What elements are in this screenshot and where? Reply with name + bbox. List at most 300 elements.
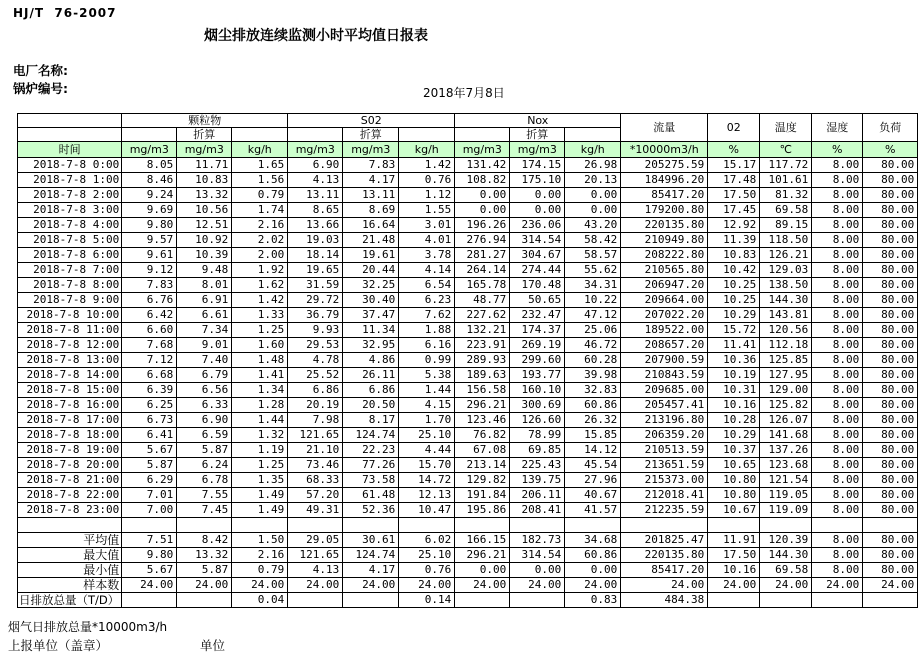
value-cell: 6.25	[122, 398, 177, 413]
value-cell: 205275.59	[621, 158, 708, 173]
summary-value-cell: 484.38	[621, 593, 708, 608]
summary-value-cell: 34.68	[565, 533, 621, 548]
value-cell: 3.78	[399, 248, 455, 263]
summary-row	[18, 563, 918, 578]
value-cell: 16.64	[343, 218, 399, 233]
table-row	[18, 173, 918, 188]
summary-value-cell: 80.00	[863, 533, 918, 548]
value-cell: 1.60	[232, 338, 288, 353]
value-cell: 127.95	[760, 368, 812, 383]
summary-value-cell: 0.76	[399, 563, 455, 578]
empty-cell	[565, 128, 621, 142]
value-cell: 141.68	[760, 428, 812, 443]
value-cell: 126.21	[760, 248, 812, 263]
summary-value-cell: 60.86	[565, 548, 621, 563]
value-cell: 8.00	[812, 293, 863, 308]
group-particulate: 颗粒物	[122, 114, 288, 128]
value-cell: 10.80	[708, 488, 760, 503]
value-cell: 206.11	[510, 488, 565, 503]
value-cell: 14.12	[565, 443, 621, 458]
value-cell: 46.72	[565, 338, 621, 353]
value-cell: 10.25	[708, 293, 760, 308]
value-cell: 8.46	[122, 173, 177, 188]
value-cell: 55.62	[565, 263, 621, 278]
converted-label: 折算	[510, 128, 565, 142]
value-cell: 207900.59	[621, 353, 708, 368]
empty-cell	[399, 128, 455, 142]
summary-value-cell: 7.51	[122, 533, 177, 548]
summary-value-cell: 8.00	[812, 548, 863, 563]
value-cell: 289.93	[455, 353, 510, 368]
time-cell: 2018-7-8 3:00	[18, 203, 122, 218]
value-cell: 10.25	[708, 278, 760, 293]
value-cell: 138.50	[760, 278, 812, 293]
summary-value-cell: 0.83	[565, 593, 621, 608]
value-cell: 9.48	[177, 263, 232, 278]
value-cell: 131.42	[455, 158, 510, 173]
summary-value-cell: 182.73	[510, 533, 565, 548]
summary-label: 日排放总量（T/D）	[18, 593, 122, 608]
value-cell: 6.54	[399, 278, 455, 293]
value-cell: 4.14	[399, 263, 455, 278]
time-cell: 2018-7-8 22:00	[18, 488, 122, 503]
value-cell: 73.58	[343, 473, 399, 488]
value-cell: 300.69	[510, 398, 565, 413]
value-cell: 209664.00	[621, 293, 708, 308]
value-cell: 1.65	[232, 158, 288, 173]
value-cell: 7.45	[177, 503, 232, 518]
report-title: 烟尘排放连续监测小时平均值日报表	[204, 28, 428, 44]
value-cell: 27.96	[565, 473, 621, 488]
value-cell: 26.98	[565, 158, 621, 173]
value-cell: 2.00	[232, 248, 288, 263]
value-cell: 1.42	[399, 158, 455, 173]
value-cell: 6.56	[177, 383, 232, 398]
value-cell: 0.00	[510, 188, 565, 203]
value-cell: 67.08	[455, 443, 510, 458]
value-cell: 8.00	[812, 338, 863, 353]
summary-value-cell: 1.50	[232, 533, 288, 548]
empty-cell	[177, 518, 232, 533]
summary-value-cell: 0.14	[399, 593, 455, 608]
value-cell: 6.60	[122, 323, 177, 338]
value-cell: 276.94	[455, 233, 510, 248]
value-cell: 9.01	[177, 338, 232, 353]
unit-cell: mg/m3	[288, 142, 343, 158]
value-cell: 1.44	[232, 413, 288, 428]
table-row	[18, 488, 918, 503]
value-cell: 207022.20	[621, 308, 708, 323]
value-cell: 189522.00	[621, 323, 708, 338]
value-cell: 2.02	[232, 233, 288, 248]
value-cell: 1.33	[232, 308, 288, 323]
value-cell: 0.79	[232, 188, 288, 203]
value-cell: 123.68	[760, 458, 812, 473]
value-cell: 6.90	[177, 413, 232, 428]
group-so2: S02	[288, 114, 455, 128]
summary-value-cell: 24.00	[455, 578, 510, 593]
value-cell: 4.01	[399, 233, 455, 248]
value-cell: 212235.59	[621, 503, 708, 518]
summary-value-cell: 25.10	[399, 548, 455, 563]
value-cell: 10.22	[565, 293, 621, 308]
summary-value-cell: 0.04	[232, 593, 288, 608]
value-cell: 60.86	[565, 398, 621, 413]
summary-value-cell: 0.00	[565, 563, 621, 578]
value-cell: 193.77	[510, 368, 565, 383]
value-cell: 0.00	[565, 188, 621, 203]
value-cell: 174.37	[510, 323, 565, 338]
value-cell: 76.82	[455, 428, 510, 443]
value-cell: 213196.80	[621, 413, 708, 428]
value-cell: 25.06	[565, 323, 621, 338]
unit-cell: kg/h	[232, 142, 288, 158]
summary-value-cell: 24.00	[760, 578, 812, 593]
time-cell: 2018-7-8 4:00	[18, 218, 122, 233]
time-cell: 2018-7-8 11:00	[18, 323, 122, 338]
empty-cell	[232, 518, 288, 533]
summary-value-cell: 0.79	[232, 563, 288, 578]
value-cell: 10.16	[708, 398, 760, 413]
value-cell: 80.00	[863, 293, 918, 308]
value-cell: 196.26	[455, 218, 510, 233]
value-cell: 1.25	[232, 458, 288, 473]
time-cell: 2018-7-8 20:00	[18, 458, 122, 473]
value-cell: 296.21	[455, 398, 510, 413]
value-cell: 1.41	[232, 368, 288, 383]
empty-cell	[863, 518, 918, 533]
load-header: 负荷	[863, 114, 918, 142]
value-cell: 6.78	[177, 473, 232, 488]
value-cell: 125.85	[760, 353, 812, 368]
summary-value-cell: 24.00	[565, 578, 621, 593]
value-cell: 80.00	[863, 473, 918, 488]
time-cell: 2018-7-8 10:00	[18, 308, 122, 323]
value-cell: 7.83	[122, 278, 177, 293]
summary-value-cell: 8.00	[812, 533, 863, 548]
value-cell: 80.00	[863, 323, 918, 338]
value-cell: 8.00	[812, 428, 863, 443]
value-cell: 8.65	[288, 203, 343, 218]
summary-value-cell: 220135.80	[621, 548, 708, 563]
value-cell: 126.07	[760, 413, 812, 428]
value-cell: 281.27	[455, 248, 510, 263]
summary-value-cell: 10.16	[708, 563, 760, 578]
summary-value-cell: 24.00	[288, 578, 343, 593]
value-cell: 8.00	[812, 398, 863, 413]
value-cell: 9.57	[122, 233, 177, 248]
summary-value-cell: 24.00	[621, 578, 708, 593]
standard-code: HJ/T 76-2007	[13, 6, 117, 20]
value-cell: 80.00	[863, 338, 918, 353]
value-cell: 1.70	[399, 413, 455, 428]
reporting-unit-label: 上报单位（盖章）	[8, 638, 109, 653]
value-cell: 264.14	[455, 263, 510, 278]
value-cell: 10.47	[399, 503, 455, 518]
empty-cell	[565, 518, 621, 533]
value-cell: 80.00	[863, 218, 918, 233]
value-cell: 0.00	[455, 188, 510, 203]
value-cell: 13.11	[288, 188, 343, 203]
value-cell: 10.65	[708, 458, 760, 473]
value-cell: 29.53	[288, 338, 343, 353]
value-cell: 8.00	[812, 443, 863, 458]
time-cell: 2018-7-8 1:00	[18, 173, 122, 188]
time-cell: 2018-7-8 23:00	[18, 503, 122, 518]
value-cell: 225.43	[510, 458, 565, 473]
value-cell: 13.11	[343, 188, 399, 203]
table-row	[18, 353, 918, 368]
value-cell: 6.61	[177, 308, 232, 323]
value-cell: 7.40	[177, 353, 232, 368]
value-cell: 191.84	[455, 488, 510, 503]
value-cell: 129.00	[760, 383, 812, 398]
value-cell: 1.49	[232, 488, 288, 503]
value-cell: 0.00	[510, 203, 565, 218]
value-cell: 10.92	[177, 233, 232, 248]
value-cell: 0.76	[399, 173, 455, 188]
value-cell: 43.20	[565, 218, 621, 233]
value-cell: 4.44	[399, 443, 455, 458]
value-cell: 25.52	[288, 368, 343, 383]
value-cell: 20.13	[565, 173, 621, 188]
table-row	[18, 413, 918, 428]
value-cell: 8.00	[812, 383, 863, 398]
time-cell: 2018-7-8 13:00	[18, 353, 122, 368]
value-cell: 20.44	[343, 263, 399, 278]
value-cell: 227.62	[455, 308, 510, 323]
value-cell: 69.58	[760, 203, 812, 218]
value-cell: 21.10	[288, 443, 343, 458]
summary-value-cell: 30.61	[343, 533, 399, 548]
value-cell: 6.76	[122, 293, 177, 308]
value-cell: 6.59	[177, 428, 232, 443]
value-cell: 160.10	[510, 383, 565, 398]
value-cell: 26.11	[343, 368, 399, 383]
value-cell: 232.47	[510, 308, 565, 323]
value-cell: 175.10	[510, 173, 565, 188]
value-cell: 4.15	[399, 398, 455, 413]
data-rows	[18, 158, 918, 533]
value-cell: 5.87	[177, 443, 232, 458]
value-cell: 7.12	[122, 353, 177, 368]
summary-value-cell	[122, 593, 177, 608]
value-cell: 210565.80	[621, 263, 708, 278]
value-cell: 1.74	[232, 203, 288, 218]
value-cell: 80.00	[863, 353, 918, 368]
value-cell: 9.12	[122, 263, 177, 278]
value-cell: 189.63	[455, 368, 510, 383]
unit-cell: mg/m3	[177, 142, 232, 158]
flow-header: 流量	[621, 114, 708, 142]
value-cell: 10.37	[708, 443, 760, 458]
summary-value-cell: 0.00	[510, 563, 565, 578]
value-cell: 8.00	[812, 368, 863, 383]
value-cell: 10.31	[708, 383, 760, 398]
value-cell: 174.15	[510, 158, 565, 173]
report-date: 2018年7月8日	[423, 86, 505, 100]
value-cell: 208222.80	[621, 248, 708, 263]
value-cell: 8.05	[122, 158, 177, 173]
spacer-row	[18, 518, 918, 533]
value-cell: 1.62	[232, 278, 288, 293]
table-row	[18, 473, 918, 488]
value-cell: 236.06	[510, 218, 565, 233]
value-cell: 8.01	[177, 278, 232, 293]
value-cell: 6.41	[122, 428, 177, 443]
value-cell: 39.98	[565, 368, 621, 383]
value-cell: 17.45	[708, 203, 760, 218]
value-cell: 208657.20	[621, 338, 708, 353]
value-cell: 101.61	[760, 173, 812, 188]
value-cell: 21.48	[343, 233, 399, 248]
empty-cell	[343, 518, 399, 533]
value-cell: 4.17	[343, 173, 399, 188]
value-cell: 223.91	[455, 338, 510, 353]
value-cell: 14.72	[399, 473, 455, 488]
summary-value-cell: 5.87	[177, 563, 232, 578]
empty-cell	[232, 128, 288, 142]
value-cell: 80.00	[863, 503, 918, 518]
time-cell: 2018-7-8 18:00	[18, 428, 122, 443]
value-cell: 8.00	[812, 203, 863, 218]
value-cell: 3.01	[399, 218, 455, 233]
value-cell: 304.67	[510, 248, 565, 263]
value-cell: 213651.59	[621, 458, 708, 473]
value-cell: 8.17	[343, 413, 399, 428]
value-cell: 9.61	[122, 248, 177, 263]
value-cell: 15.17	[708, 158, 760, 173]
value-cell: 10.19	[708, 368, 760, 383]
value-cell: 6.73	[122, 413, 177, 428]
value-cell: 80.00	[863, 383, 918, 398]
summary-value-cell: 24.00	[399, 578, 455, 593]
value-cell: 11.41	[708, 338, 760, 353]
value-cell: 126.60	[510, 413, 565, 428]
value-cell: 26.32	[565, 413, 621, 428]
value-cell: 1.12	[399, 188, 455, 203]
value-cell: 32.95	[343, 338, 399, 353]
value-cell: 30.40	[343, 293, 399, 308]
hourly-report-table	[17, 113, 918, 608]
summary-label: 平均值	[18, 533, 122, 548]
value-cell: 10.39	[177, 248, 232, 263]
value-cell: 7.00	[122, 503, 177, 518]
value-cell: 8.00	[812, 263, 863, 278]
value-cell: 20.50	[343, 398, 399, 413]
value-cell: 1.88	[399, 323, 455, 338]
time-cell: 2018-7-8 8:00	[18, 278, 122, 293]
boiler-number-label: 锅炉编号:	[13, 81, 68, 96]
table-row	[18, 248, 918, 263]
summary-value-cell	[288, 593, 343, 608]
value-cell: 205457.41	[621, 398, 708, 413]
time-cell: 2018-7-8 17:00	[18, 413, 122, 428]
summary-value-cell: 8.42	[177, 533, 232, 548]
value-cell: 210843.59	[621, 368, 708, 383]
value-cell: 58.42	[565, 233, 621, 248]
value-cell: 10.83	[708, 248, 760, 263]
value-cell: 60.28	[565, 353, 621, 368]
value-cell: 137.26	[760, 443, 812, 458]
summary-value-cell: 124.74	[343, 548, 399, 563]
value-cell: 143.81	[760, 308, 812, 323]
value-cell: 184996.20	[621, 173, 708, 188]
value-cell: 50.65	[510, 293, 565, 308]
converted-label: 折算	[177, 128, 232, 142]
value-cell: 80.00	[863, 248, 918, 263]
value-cell: 15.70	[399, 458, 455, 473]
value-cell: 10.42	[708, 263, 760, 278]
unit-cell: mg/m3	[122, 142, 177, 158]
summary-value-cell: 24.00	[863, 578, 918, 593]
value-cell: 8.00	[812, 413, 863, 428]
time-cell: 2018-7-8 5:00	[18, 233, 122, 248]
summary-value-cell	[863, 593, 918, 608]
value-cell: 132.21	[455, 323, 510, 338]
value-cell: 7.34	[177, 323, 232, 338]
summary-row	[18, 533, 918, 548]
value-cell: 156.58	[455, 383, 510, 398]
value-cell: 195.86	[455, 503, 510, 518]
unit-label: 单位	[200, 638, 226, 653]
summary-value-cell: 8.00	[812, 563, 863, 578]
value-cell: 1.28	[232, 398, 288, 413]
value-cell: 10.83	[177, 173, 232, 188]
value-cell: 57.20	[288, 488, 343, 503]
value-cell: 18.14	[288, 248, 343, 263]
time-header: 时间	[18, 142, 122, 158]
table-row	[18, 323, 918, 338]
value-cell: 6.33	[177, 398, 232, 413]
value-cell: 121.54	[760, 473, 812, 488]
table-row	[18, 293, 918, 308]
value-cell: 11.39	[708, 233, 760, 248]
summary-value-cell: 296.21	[455, 548, 510, 563]
value-cell: 8.00	[812, 308, 863, 323]
summary-value-cell	[812, 593, 863, 608]
value-cell: 121.65	[288, 428, 343, 443]
value-cell: 80.00	[863, 203, 918, 218]
corner-cell	[18, 114, 122, 128]
units-header-row	[18, 142, 918, 158]
time-cell: 2018-7-8 7:00	[18, 263, 122, 278]
value-cell: 269.19	[510, 338, 565, 353]
summary-label: 最小值	[18, 563, 122, 578]
table-row	[18, 443, 918, 458]
value-cell: 314.54	[510, 233, 565, 248]
value-cell: 12.51	[177, 218, 232, 233]
converted-label: 折算	[343, 128, 399, 142]
table-row	[18, 188, 918, 203]
value-cell: 7.55	[177, 488, 232, 503]
value-cell: 1.34	[232, 383, 288, 398]
value-cell: 209685.00	[621, 383, 708, 398]
value-cell: 68.33	[288, 473, 343, 488]
value-cell: 6.86	[288, 383, 343, 398]
value-cell: 80.00	[863, 443, 918, 458]
value-cell: 8.00	[812, 323, 863, 338]
value-cell: 45.54	[565, 458, 621, 473]
value-cell: 6.91	[177, 293, 232, 308]
value-cell: 9.80	[122, 218, 177, 233]
value-cell: 52.36	[343, 503, 399, 518]
humidity-header: 湿度	[812, 114, 863, 142]
summary-row	[18, 578, 918, 593]
value-cell: 10.56	[177, 203, 232, 218]
value-cell: 41.57	[565, 503, 621, 518]
value-cell: 37.47	[343, 308, 399, 323]
